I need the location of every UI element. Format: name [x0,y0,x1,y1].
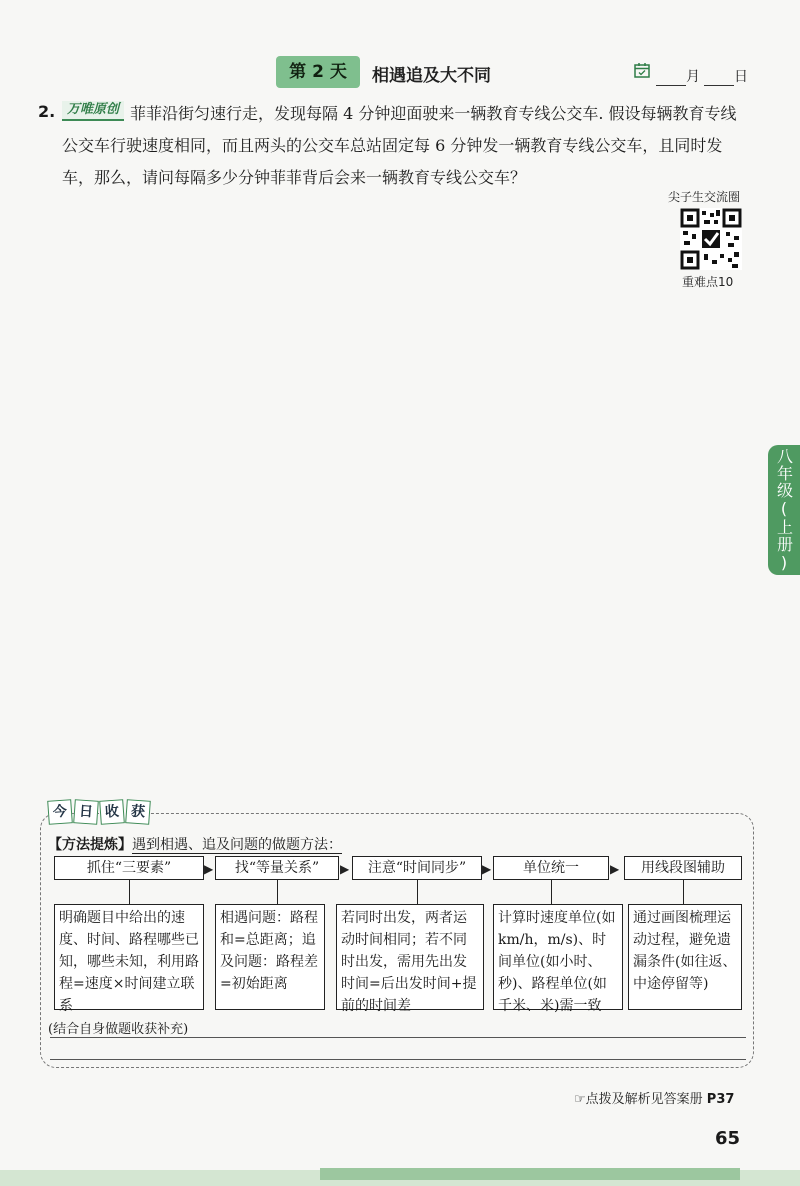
step-detail: 相遇问题：路程和=总距离；追及问题：路程差=初始距离 [215,904,325,1010]
question-text: 菲菲沿街匀速行走，发现每隔 4 分钟迎面驶来一辆教育专线公交车. 假设每辆教育专线公交车行驶速度相同，而且两头的公交车总站固定每 6 分钟发一辆教育专线公交车，且同时发车，那么，请问每隔多少分钟菲菲背后会来一辆教育专线公交车？ [62,104,737,187]
step-box: 抓住“三要素” [54,856,204,880]
arrow-right-icon: ▶ [204,862,214,876]
step-detail: 计算时速度单位(如km/h，m/s)、时间单位(如小时、秒)、路程单位(如千米、米)需一致 [493,904,623,1010]
bottom-decor-stripe [320,1168,740,1180]
method-tag: 【方法提炼】 [48,837,132,853]
step-box: 注意“时间同步” [352,856,482,880]
summary-title-char: 获 [125,799,151,825]
writing-line[interactable] [50,1037,746,1038]
day-badge: 第 2 天 [276,56,360,88]
method-heading [48,834,342,854]
method-intro: 遇到相遇、追及问题的做题方法： [132,837,342,853]
step-detail: 通过画图梳理运动过程，避免遗漏条件(如往返、中途停留等) [628,904,742,1010]
answer-reference [574,1088,734,1107]
qr-bottom-label: 重难点10 [682,275,734,289]
connector-line [683,880,684,904]
date-fill [656,66,748,86]
grade-side-tab[interactable]: 八年级(上册) [768,445,800,575]
step-detail: 明确题目中给出的速度、时间、路程哪些已知，哪些未知，利用路程=速度×时间建立联系 [54,904,204,1010]
summary-title [48,800,150,826]
writing-line[interactable] [50,1059,746,1060]
arrow-right-icon: ▶ [340,862,350,876]
answer-ref-text: ☞点拨及解析见答案册 [574,1092,703,1107]
connector-line [417,880,418,904]
page-title: 相遇追及大不同 [372,66,491,86]
connector-line [129,880,130,904]
calendar-icon [634,62,650,78]
summary-title-char: 收 [99,799,125,825]
day-unit-label: 日 [734,69,748,85]
month-blank[interactable] [656,73,686,86]
page-number: 65 [715,1128,741,1149]
arrow-right-icon: ▶ [610,862,620,876]
step-box: 用线段图辅助 [624,856,742,880]
qr-code-icon[interactable] [680,208,742,270]
day-blank[interactable] [704,73,734,86]
supplement-label: (结合自身做题收获补充) [48,1022,189,1037]
step-detail: 若同时出发，两者运动时间相同；若不同时出发，需用先出发时间=后出发时间+提前的时间差 [336,904,484,1010]
step-box: 找“等量关系” [215,856,339,880]
step-box: 单位统一 [493,856,609,880]
answer-page: P37 [706,1092,735,1107]
summary-title-char: 今 [47,799,73,825]
month-label: 月 [686,69,700,85]
question-number: 2. [38,102,56,121]
qr-top-label: 尖子生交流圈 [668,190,741,204]
summary-title-char: 日 [73,799,99,825]
arrow-right-icon: ▶ [482,862,492,876]
connector-line [277,880,278,904]
question-tag: 万唯原创 [62,101,124,121]
connector-line [551,880,552,904]
